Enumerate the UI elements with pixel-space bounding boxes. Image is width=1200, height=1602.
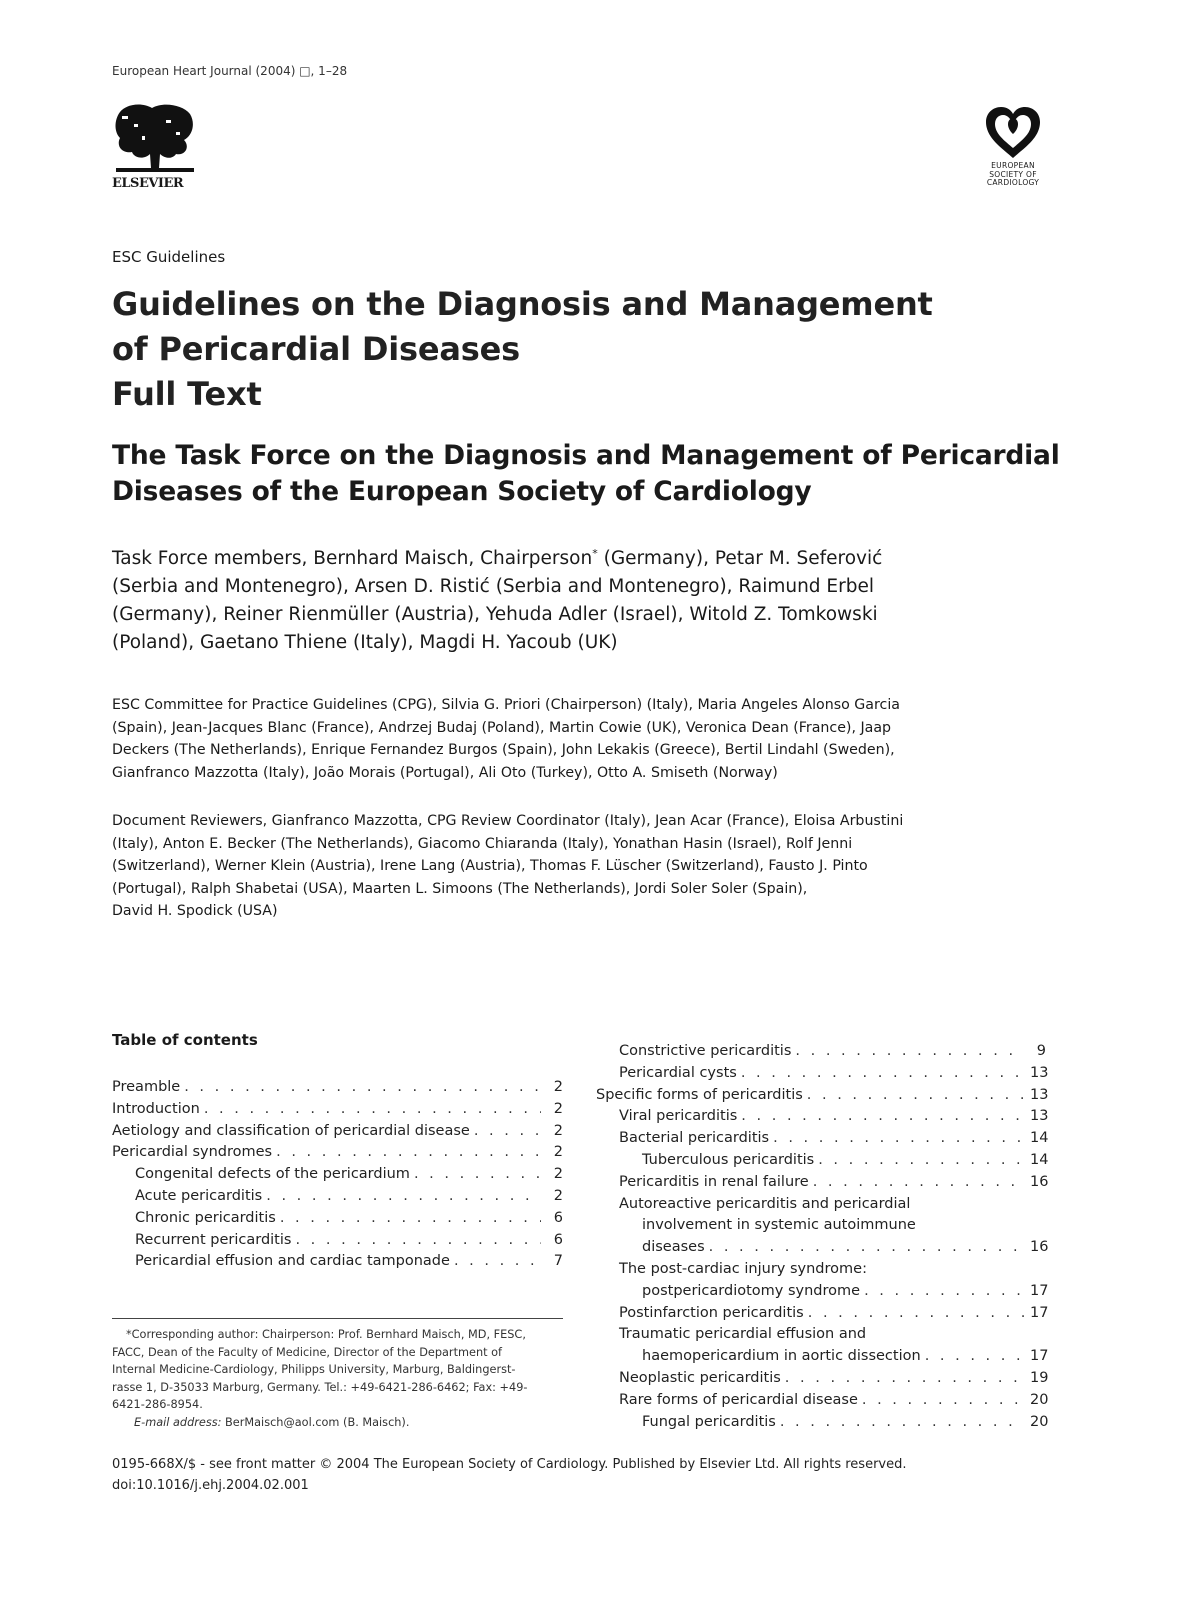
esc-logo xyxy=(978,104,1048,194)
toc-entry[interactable] xyxy=(112,1164,563,1186)
document-reviewers xyxy=(112,810,1062,923)
toc-entry-title: Pericardial cysts xyxy=(619,1064,737,1081)
toc-entry-line: Autoreactive pericarditis and pericardial xyxy=(619,1195,911,1212)
toc-entry-page: 6 xyxy=(553,1231,563,1248)
copyright-block xyxy=(112,1454,1072,1496)
reviewer-line: (Switzerland), Werner Klein (Austria), Irene Lang (Austria), Thomas F. Lüscher (Switzerland), Fausto J. Pinto xyxy=(112,858,868,874)
toc-entry-title: Recurrent pericarditis xyxy=(135,1231,292,1248)
toc-right-column xyxy=(596,1041,1049,1433)
toc-entry-line: Traumatic pericardial effusion and xyxy=(619,1326,867,1343)
subtitle-line: The Task Force on the Diagnosis and Management of Pericardial xyxy=(112,440,1060,471)
committee-line: (Spain), Jean-Jacques Blanc (France), Andrzej Budaj (Poland), Martin Cowie (UK), Veronica Dean (France), Jaap xyxy=(112,719,892,736)
corresponding-author-footnote xyxy=(112,1326,563,1431)
corresponding-mark: * xyxy=(592,547,598,560)
toc-entry[interactable] xyxy=(596,1281,1049,1303)
task-force-authors xyxy=(112,540,1062,657)
toc-entry-page: 2 xyxy=(553,1100,563,1117)
author-text: (Germany), Petar M. Seferović xyxy=(597,548,883,570)
toc-entry[interactable] xyxy=(596,1150,1049,1172)
subtitle xyxy=(112,438,1072,510)
toc-entry-page: 2 xyxy=(553,1122,563,1139)
author-line: (Poland), Gaetano Thiene (Italy), Magdi H. Yacoub (UK) xyxy=(112,632,618,654)
doi-line[interactable]: doi:10.1016/j.ehj.2004.02.001 xyxy=(112,1478,309,1493)
toc-entry-title: Aetiology and classification of pericardial disease xyxy=(112,1122,470,1139)
esc-wordmark: EUROPEAN SOCIETY OF CARDIOLOGY xyxy=(986,161,1040,187)
reviewer-line: (Italy), Anton E. Becker (The Netherlands), Giacomo Chiaranda (Italy), Yonathan Hasin (Israel), Rolf Jenni xyxy=(112,835,853,852)
author-line: (Germany), Reiner Rienmüller (Austria), Yehuda Adler (Israel), Witold Z. Tomkowski xyxy=(112,604,878,626)
toc-entry[interactable] xyxy=(596,1390,1049,1412)
toc-entry-title: Preamble xyxy=(112,1079,181,1095)
subtitle-line: Diseases of the European Society of Cardiology xyxy=(112,476,812,507)
toc-entry[interactable] xyxy=(596,1128,1049,1150)
title-line: of Pericardial Diseases xyxy=(112,330,520,368)
toc-entry-page: 17 xyxy=(1030,1348,1049,1365)
section-label: ESC Guidelines xyxy=(112,248,226,266)
toc-entry[interactable] xyxy=(596,1063,1049,1085)
esc-heart-icon xyxy=(982,104,1044,160)
reviewer-line: David H. Spodick (USA) xyxy=(112,903,278,919)
toc-entry-title: Tuberculous pericarditis xyxy=(642,1151,815,1168)
toc-entry-title: Postinfarction pericarditis xyxy=(619,1304,804,1321)
footnote-line: *Corresponding author: Chairperson: Prof. Bernhard Maisch, MD, FESC, xyxy=(126,1328,526,1341)
toc-entry-title: haemopericardium in aortic dissection xyxy=(642,1348,921,1365)
toc-entry-page: 17 xyxy=(1030,1304,1049,1321)
footnote-email-line xyxy=(112,1414,563,1432)
author-text: Task Force members, Bernhard Maisch, Chairperson xyxy=(112,548,593,570)
toc-entry-title: Rare forms of pericardial disease xyxy=(619,1391,858,1408)
copyright-line: 0195-668X/$ - see front matter © 2004 The European Society of Cardiology. Published by Elsevier Ltd. All rights reserved. xyxy=(112,1457,907,1472)
email-address[interactable]: BerMaisch@aol.com (B. Maisch). xyxy=(221,1415,410,1429)
toc-entry-page: 20 xyxy=(1030,1391,1049,1408)
elsevier-wordmark: ELSEVIER xyxy=(112,176,184,191)
footnote-line: Internal Medicine-Cardiology, Philipps University, Marburg, Baldingerst- xyxy=(112,1363,516,1376)
toc-entry-page: 13 xyxy=(1030,1086,1049,1103)
toc-entry-page: 16 xyxy=(1030,1239,1049,1256)
toc-entry[interactable] xyxy=(596,1106,1049,1128)
toc-entry-page: 2 xyxy=(553,1187,563,1204)
toc-entry-page: 17 xyxy=(1030,1282,1049,1299)
footnote-line: FACC, Dean of the Faculty of Medicine, Director of the Department of xyxy=(112,1345,503,1359)
committee-line: ESC Committee for Practice Guidelines (CPG), Silvia G. Priori (Chairperson) (Italy), Maria Angeles Alonso Garcia xyxy=(112,697,900,713)
toc-entry[interactable] xyxy=(596,1303,1049,1325)
toc-entry-page: 2 xyxy=(553,1079,563,1095)
toc-entry-title: Pericardial syndromes xyxy=(112,1144,273,1161)
toc-entry-title: diseases xyxy=(642,1239,705,1256)
toc-entry-title: Acute pericarditis xyxy=(135,1187,263,1204)
toc-entry[interactable] xyxy=(112,1121,563,1143)
author-line: (Serbia and Montenegro), Arsen D. Ristić (Serbia and Montenegro), Raimund Erbel xyxy=(112,576,874,598)
toc-entry-page: 16 xyxy=(1030,1173,1049,1190)
toc-entry-title: Bacterial pericarditis xyxy=(619,1130,770,1147)
toc-entry[interactable] xyxy=(596,1346,1049,1368)
footnote-divider xyxy=(112,1318,563,1319)
page-title xyxy=(112,282,1072,417)
toc-entry[interactable] xyxy=(596,1237,1049,1259)
toc-entry-page: 13 xyxy=(1030,1064,1049,1081)
toc-entry-line: The post-cardiac injury syndrome: xyxy=(619,1260,867,1277)
toc-entry[interactable] xyxy=(596,1368,1049,1390)
toc-entry-page: 19 xyxy=(1030,1369,1049,1386)
toc-title: Table of contents xyxy=(112,1031,258,1049)
reviewer-line: (Portugal), Ralph Shabetai (USA), Maarten L. Simoons (The Netherlands), Jordi Soler Soler (Spain), xyxy=(112,880,808,897)
toc-entry-title: Specific forms of pericarditis xyxy=(596,1086,803,1103)
toc-entry[interactable] xyxy=(112,1142,563,1164)
committee-line: Deckers (The Netherlands), Enrique Fernandez Burgos (Spain), John Lekakis (Greece), Bertil Lindahl (Sweden), xyxy=(112,742,895,758)
cpg-committee xyxy=(112,694,1062,784)
toc-entry-page: 6 xyxy=(553,1209,563,1226)
toc-entry-page: 13 xyxy=(1030,1108,1049,1125)
reviewer-line: Document Reviewers, Gianfranco Mazzotta, CPG Review Coordinator (Italy), Jean Acar (France), Eloisa Arbustini xyxy=(112,813,904,829)
toc-entry[interactable] xyxy=(596,1085,1049,1107)
toc-entry-title: Congenital defects of the pericardium xyxy=(135,1166,410,1183)
email-label: E-mail address: xyxy=(134,1415,222,1429)
toc-entry[interactable] xyxy=(112,1230,563,1252)
toc-entry-title: Introduction xyxy=(112,1100,200,1117)
toc-entry-page: 14 xyxy=(1030,1130,1049,1147)
committee-line: Gianfranco Mazzotta (Italy), João Morais (Portugal), Ali Oto (Turkey), Otto A. Smiseth (Norway) xyxy=(112,764,778,781)
toc-entry-title: Viral pericarditis xyxy=(619,1108,738,1125)
toc-entry[interactable] xyxy=(596,1041,1046,1063)
toc-entry[interactable] xyxy=(596,1172,1049,1194)
title-line: Full Text xyxy=(112,375,262,413)
toc-left-column xyxy=(112,1077,563,1273)
footnote-line: rasse 1, D-35033 Marburg, Germany. Tel.: +49-6421-286-6462; Fax: +49- xyxy=(112,1380,528,1394)
toc-entry-title: postpericardiotomy syndrome xyxy=(642,1282,861,1299)
toc-entry-page: 7 xyxy=(553,1253,563,1270)
toc-entry-page: 2 xyxy=(553,1144,563,1161)
toc-entry[interactable] xyxy=(596,1412,1049,1434)
toc-entry-page: 9 xyxy=(1036,1043,1046,1059)
footnote-line: 6421-286-8954. xyxy=(112,1398,203,1411)
toc-entry-page: 14 xyxy=(1030,1151,1049,1168)
author-line xyxy=(112,540,1062,573)
title-line: Guidelines on the Diagnosis and Management xyxy=(112,285,933,323)
toc-entry[interactable] xyxy=(112,1208,563,1230)
toc-entry-page: 2 xyxy=(553,1166,563,1183)
toc-entry-title: Pericardial effusion and cardiac tamponade xyxy=(135,1253,450,1270)
toc-entry[interactable] xyxy=(112,1077,563,1099)
journal-reference: European Heart Journal (2004) □, 1–28 xyxy=(112,64,348,78)
toc-entry-title: Fungal pericarditis xyxy=(642,1413,776,1430)
toc-entry-title: Pericarditis in renal failure xyxy=(619,1173,809,1190)
toc-entry[interactable] xyxy=(112,1186,563,1208)
toc-entry-title: Constrictive pericarditis xyxy=(619,1043,792,1059)
toc-entry-page: 20 xyxy=(1030,1413,1049,1430)
toc-entry[interactable] xyxy=(112,1099,563,1121)
toc-entry-title: Chronic pericarditis xyxy=(135,1209,276,1226)
toc-entry[interactable] xyxy=(112,1251,563,1273)
toc-entry-title: Neoplastic pericarditis xyxy=(619,1369,781,1386)
toc-entry-line: involvement in systemic autoimmune xyxy=(642,1217,916,1234)
